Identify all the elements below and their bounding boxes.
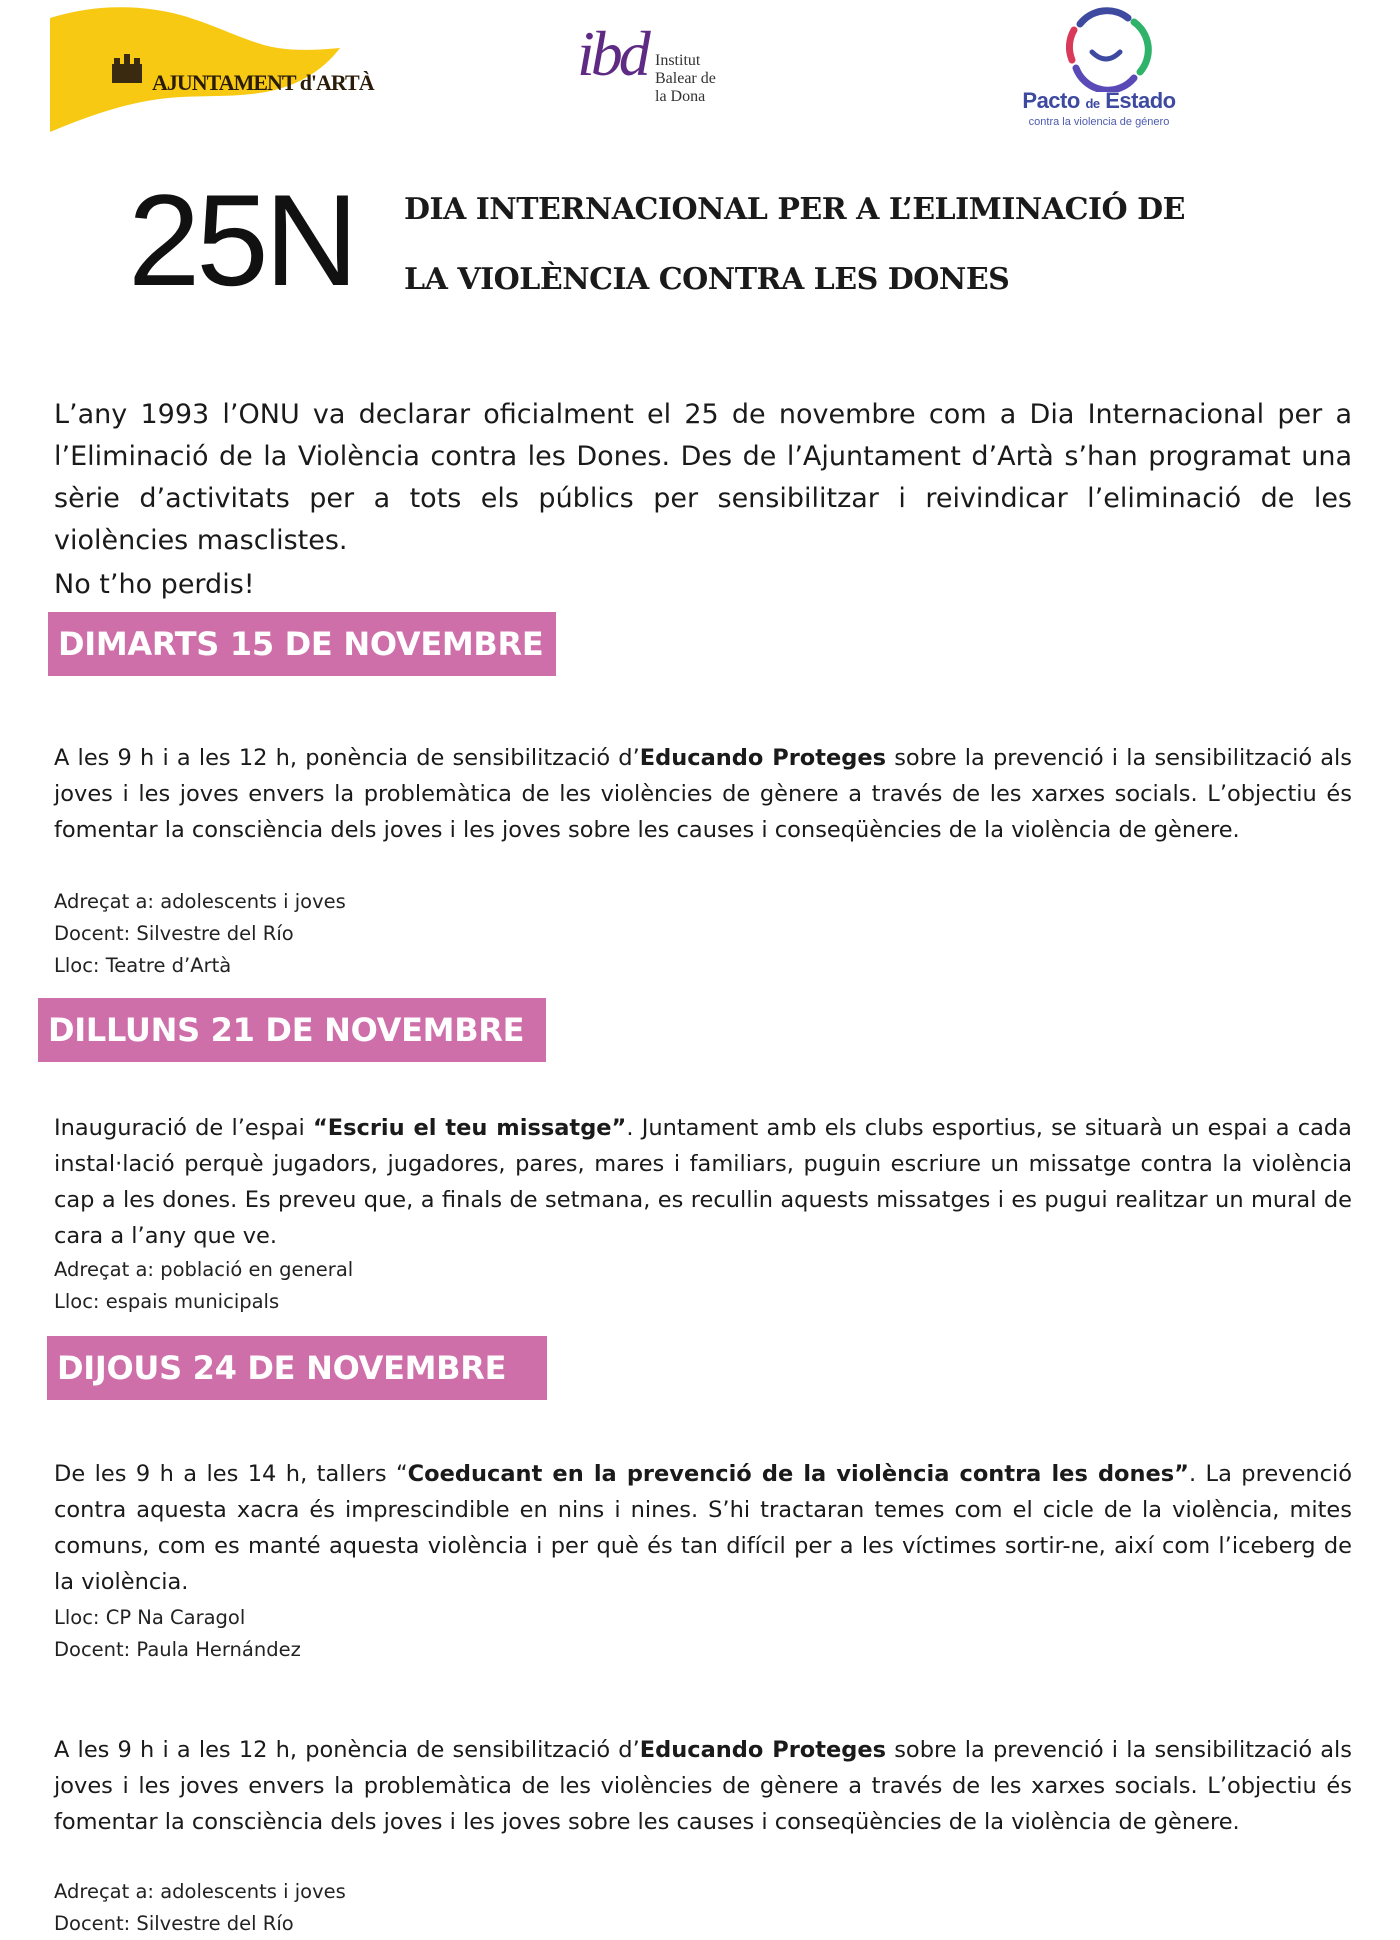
ibd-name-line: Balear de [655, 70, 716, 87]
event-description: A les 9 h i a les 12 h, ponència de sensibilització d’Educando Proteges sobre la prevenció i la sensibilització als joves i les joves envers la problemàtica de les violències de gènere a través de les xarxes socials. L’objectiu és fomentar la consciència dels joves i les joves sobre les causes i conseqüències de la violència de gènere. [54, 745, 1353, 843]
event-meta [54, 886, 346, 982]
event-meta [54, 1254, 353, 1318]
page-title-line2: LA VIOLÈNCIA CONTRA LES DONES [404, 262, 1010, 297]
event-description: A les 9 h i a les 12 h, ponència de sensibilització d’Educando Proteges sobre la prevenció i la sensibilització als joves i les joves envers la problemàtica de les violències de gènere a través de les xarxes socials. L’objectiu és fomentar la consciència dels joves i les joves sobre les causes i conseqüències de la violència de gènere. [54, 1737, 1353, 1835]
arta-logo-text: AJUNTAMENT d'ARTÀ [152, 70, 374, 95]
event-meta-teacher: Docent: Silvestre del Río [54, 1912, 294, 1935]
ajuntament-arta-logo [48, 4, 374, 134]
intro-closing: No t’ho perdis! [54, 569, 255, 600]
event-meta-place: Lloc: espais municipals [54, 1290, 280, 1313]
date-band-24-nov: DIJOUS 24 DE NOVEMBRE [47, 1336, 547, 1400]
event-meta-audience: Adreçat a: adolescents i joves [54, 1880, 346, 1903]
ibd-name-line: Institut [655, 52, 701, 69]
event-meta [54, 1602, 301, 1666]
page-title-line1: DIA INTERNACIONAL PER A L’ELIMINACIÓ DE [404, 192, 1185, 227]
pacto-title-de: de [1085, 96, 1100, 111]
pacto-subtitle: contra la violencia de género [1028, 116, 1170, 128]
event-highlight: Coeducant en la prevenció de la violència contra les dones” [407, 1461, 1189, 1487]
ibd-name-line: la Dona [655, 88, 706, 105]
event-meta-teacher: Docent: Silvestre del Río [54, 922, 294, 945]
arta-flag-icon [48, 4, 344, 134]
ibd-mark: ibd [577, 18, 647, 89]
event-highlight: Educando Proteges [639, 1737, 887, 1763]
pacto-title-a: Pacto [1022, 88, 1080, 113]
event-meta-place: Lloc: Teatre d’Artà [54, 954, 232, 977]
event-highlight: Educando Proteges [639, 745, 887, 771]
date-band-21-nov: DILLUNS 21 DE NOVEMBRE [38, 998, 546, 1062]
big-25n-title: 25N [128, 167, 355, 313]
event-description: De les 9 h a les 14 h, tallers “Coeducant en la prevenció de la violència contra les dones”. La prevenció contra aquesta xacra és imprescindible en nins i nines. S’hi tractaran temes com el cicle de la violència, mites comuns, com es manté aquesta violència i per què és tan difícil per a les víctimes sortir-ne, així com l’iceberg de la violència. [54, 1461, 1352, 1595]
intro-paragraph: L’any 1993 l’ONU va declarar oficialment el 25 de novembre com a Dia Internacional per a l’Eliminació de la Violència contra les Dones. Des de l’Ajuntament d’Artà s’han programat una sèrie d’activitats per a tots els públics per sensibilitzar i reivindicar l’eliminació de les violències masclistes. [54, 399, 1352, 556]
event-description: Inauguració de l’espai “Escriu el teu missatge”. Juntament amb els clubs esportius, se situarà un espai a cada instal·lació perquè jugadors, jugadores, pares, mares i familiars, puguin escriure un missatge contra la violència cap a les dones. Es preveu que, a finals de setmana, es recullin aquests missatges i es pugui realitzar un mural de cara a l’any que ve. [54, 1115, 1352, 1249]
event-meta-audience: Adreçat a: adolescents i joves [54, 890, 346, 913]
event-meta [54, 1876, 346, 1940]
event-meta-audience: Adreçat a: població en general [54, 1258, 354, 1281]
event-highlight: “Escriu el teu missatge” [312, 1115, 627, 1141]
ibd-name [655, 52, 716, 106]
date-band-15-nov: DIMARTS 15 DE NOVEMBRE [48, 612, 556, 676]
pacto-smile-icon [1010, 2, 1190, 92]
pacto-title [1014, 88, 1184, 114]
pacto-title-b: Estado [1105, 88, 1176, 113]
event-meta-teacher: Docent: Paula Hernández [54, 1638, 301, 1661]
event-meta-place: Lloc: CP Na Caragol [54, 1606, 246, 1629]
